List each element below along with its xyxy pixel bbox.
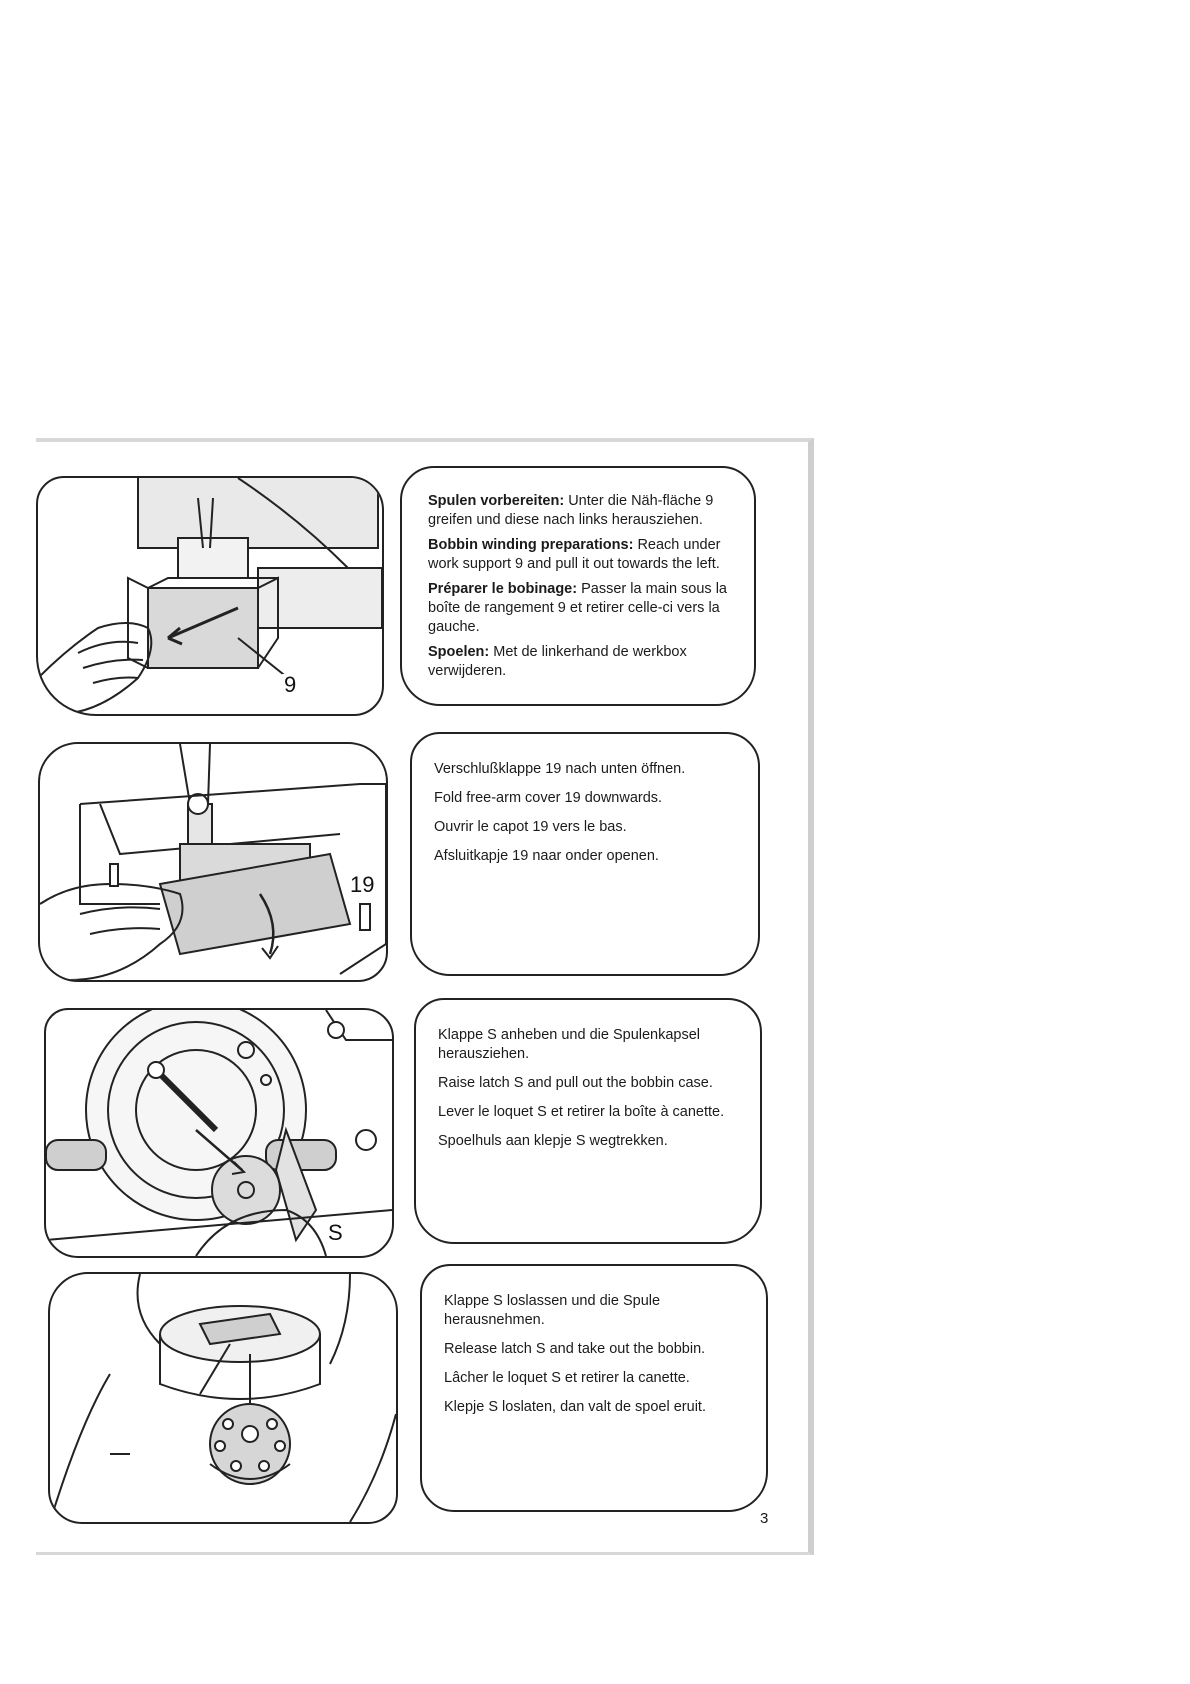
illustration-free-arm-cover bbox=[38, 742, 388, 982]
instruction-heading: Spulen vorbereiten: bbox=[428, 493, 565, 509]
instruction-box-step-2 bbox=[410, 732, 760, 976]
instruction-paragraph: Klepje S loslaten, dan valt de spoel eruit. bbox=[444, 1399, 706, 1415]
instruction-heading: Préparer le bobinage: bbox=[428, 581, 578, 597]
callout-label-19: 19 bbox=[350, 872, 375, 897]
callout-label-s: S bbox=[328, 1220, 343, 1245]
instruction-text: Reach under work support 9 and pull it out towards the left. bbox=[428, 537, 721, 572]
instruction-paragraph: Lâcher le loquet S et retirer la canette. bbox=[444, 1370, 690, 1386]
instruction-text: Met de linkerhand de werkbox verwijderen. bbox=[428, 644, 687, 679]
instruction-paragraph: Ouvrir le capot 19 vers le bas. bbox=[434, 819, 627, 835]
instruction-paragraph: Lever le loquet S et retirer la boîte à canette. bbox=[438, 1104, 725, 1120]
callout-label-9: 9 bbox=[284, 672, 297, 697]
page-number: 3 bbox=[760, 1510, 769, 1527]
instruction-text: Passer la main sous la boîte de rangement 9 et retirer celle-ci vers la gauche. bbox=[428, 581, 727, 635]
instruction-paragraph: Release latch S and take out the bobbin. bbox=[444, 1341, 706, 1357]
instruction-box-step-4 bbox=[420, 1264, 768, 1512]
bobbin-drawing bbox=[50, 1274, 396, 1522]
instruction-heading: Spoelen: bbox=[428, 644, 490, 660]
instruction-box-step-3 bbox=[414, 998, 762, 1244]
instruction-paragraph: Klappe S anheben und die Spulenkapsel herausziehen. bbox=[438, 1027, 701, 1062]
work-support-drawing bbox=[38, 478, 382, 714]
instruction-paragraph: Afsluitkapje 19 naar onder openen. bbox=[434, 848, 659, 864]
instruction-paragraph bbox=[428, 580, 728, 637]
instruction-paragraph bbox=[428, 492, 728, 530]
instruction-text: Unter die Näh-fläche 9 greifen und diese nach links herausziehen. bbox=[428, 493, 714, 528]
instruction-paragraph bbox=[428, 643, 728, 681]
illustration-bobbin-removal bbox=[48, 1272, 398, 1524]
instruction-paragraph: Raise latch S and pull out the bobbin case. bbox=[438, 1075, 713, 1091]
instruction-heading: Bobbin winding preparations: bbox=[428, 537, 634, 553]
instruction-paragraph: Klappe S loslassen und die Spule herausnehmen. bbox=[444, 1293, 661, 1328]
instruction-paragraph: Verschlußklappe 19 nach unten öffnen. bbox=[434, 761, 686, 777]
illustration-work-support-removal bbox=[36, 476, 384, 716]
free-arm-cover-drawing bbox=[40, 744, 386, 980]
instruction-box-step-1 bbox=[400, 466, 756, 706]
instruction-paragraph: Fold free-arm cover 19 downwards. bbox=[434, 790, 663, 806]
illustration-bobbin-case-removal bbox=[44, 1008, 394, 1258]
instruction-paragraph: Spoelhuls aan klepje S wegtrekken. bbox=[438, 1133, 668, 1149]
instruction-paragraph bbox=[428, 536, 728, 574]
